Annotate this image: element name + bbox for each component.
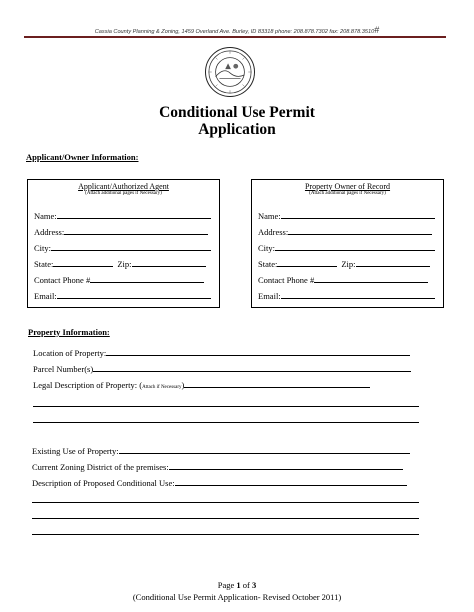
applicant-box-note: (Attach additional pages if Necessary) (85, 191, 162, 196)
location-field[interactable] (106, 355, 410, 356)
applicant-email-field[interactable] (57, 298, 211, 299)
applicant-zip-label: Zip: (117, 259, 132, 269)
owner-box-note: (Attach additional pages if Necessary) (309, 191, 386, 196)
owner-address-label: Address: (258, 227, 289, 237)
page-of: of (240, 580, 252, 590)
owner-zip-field[interactable] (356, 266, 430, 267)
applicant-email-row (34, 291, 211, 301)
applicant-city-label: City: (34, 243, 52, 253)
owner-state-zip-row (258, 259, 430, 269)
applicant-phone-row (34, 275, 204, 285)
owner-phone-label: Contact Phone # (258, 275, 315, 285)
revision-note: (Conditional Use Permit Application- Revised October 2011) (132, 592, 342, 602)
applicant-state-field[interactable] (53, 266, 113, 267)
form-title-line1: Conditional Use Permit (159, 104, 315, 121)
owner-email-row (258, 291, 435, 301)
page-total: 3 (252, 580, 257, 590)
legal-description-line-3[interactable] (33, 422, 419, 423)
page-prefix: Page (217, 580, 237, 590)
header-divider (24, 36, 446, 38)
applicant-email-label: Email: (34, 291, 57, 301)
header-mark: # (374, 25, 380, 35)
proposed-use-line-3[interactable] (32, 518, 419, 519)
proposed-use-field[interactable] (175, 485, 407, 486)
zoning-label: Current Zoning District of the premises: (32, 462, 169, 472)
location-row (33, 348, 410, 358)
owner-state-label: State: (258, 259, 278, 269)
proposed-use-line-4[interactable] (32, 534, 419, 535)
applicant-box-title: Applicant/Authorized Agent (78, 182, 169, 191)
proposed-use-line-2[interactable] (32, 502, 419, 503)
applicant-phone-field[interactable] (90, 282, 204, 283)
applicant-city-field[interactable] (51, 250, 211, 251)
header-address-text: Cassia County Planning & Zoning, 1459 Overland Ave. Burley, ID 83318 phone: 208.878.7302 fax: 208.878.3510 (94, 29, 375, 35)
owner-state-field[interactable] (277, 266, 337, 267)
owner-city-label: City: (258, 243, 276, 253)
property-section-heading: Property Information: (28, 327, 110, 337)
form-title-line2: Application (198, 121, 276, 138)
applicant-state-label: State: (34, 259, 54, 269)
legal-description-note: Attach if Necessary (142, 385, 182, 390)
proposed-use-label: Description of Proposed Conditional Use: (32, 478, 175, 488)
applicant-section-heading: Applicant/Owner Information: (26, 152, 139, 162)
owner-name-field[interactable] (281, 218, 435, 219)
zoning-field[interactable] (169, 469, 403, 470)
legal-description-label: Legal Description of Property: ( (33, 380, 143, 390)
applicant-city-row (34, 243, 211, 253)
applicant-state-zip-row (34, 259, 206, 269)
applicant-name-label: Name: (34, 211, 57, 221)
owner-box-title: Property Owner of Record (304, 182, 391, 191)
legal-description-close: ) (181, 380, 185, 390)
page-number (0, 580, 474, 590)
owner-box (251, 179, 444, 308)
owner-zip-label: Zip: (341, 259, 356, 269)
owner-name-label: Name: (258, 211, 281, 221)
applicant-box (27, 179, 220, 308)
applicant-address-field[interactable] (64, 234, 208, 235)
applicant-name-field[interactable] (57, 218, 211, 219)
legal-description-field[interactable] (184, 387, 370, 388)
existing-use-label: Existing Use of Property: (32, 446, 119, 456)
owner-phone-row (258, 275, 428, 285)
owner-city-field[interactable] (275, 250, 435, 251)
existing-use-field[interactable] (119, 453, 410, 454)
legal-description-row (33, 380, 370, 390)
zoning-row (32, 462, 403, 472)
owner-address-row (258, 227, 432, 237)
applicant-address-label: Address: (34, 227, 65, 237)
proposed-use-row (32, 478, 407, 488)
existing-use-row (32, 446, 410, 456)
owner-name-row (258, 211, 435, 221)
applicant-phone-label: Contact Phone # (34, 275, 91, 285)
parcel-label: Parcel Number(s) (33, 364, 94, 374)
county-seal-image (205, 47, 255, 97)
parcel-field[interactable] (93, 371, 411, 372)
seal-icon (206, 48, 254, 96)
header-contact-line (20, 25, 454, 35)
legal-description-line-2[interactable] (33, 406, 419, 407)
owner-address-field[interactable] (288, 234, 432, 235)
location-label: Location of Property: (33, 348, 107, 358)
applicant-address-row (34, 227, 208, 237)
owner-city-row (258, 243, 435, 253)
page-current: 1 (236, 580, 241, 590)
owner-email-field[interactable] (281, 298, 435, 299)
owner-phone-field[interactable] (314, 282, 428, 283)
applicant-zip-field[interactable] (132, 266, 206, 267)
owner-email-label: Email: (258, 291, 281, 301)
applicant-name-row (34, 211, 211, 221)
parcel-row (33, 364, 411, 374)
